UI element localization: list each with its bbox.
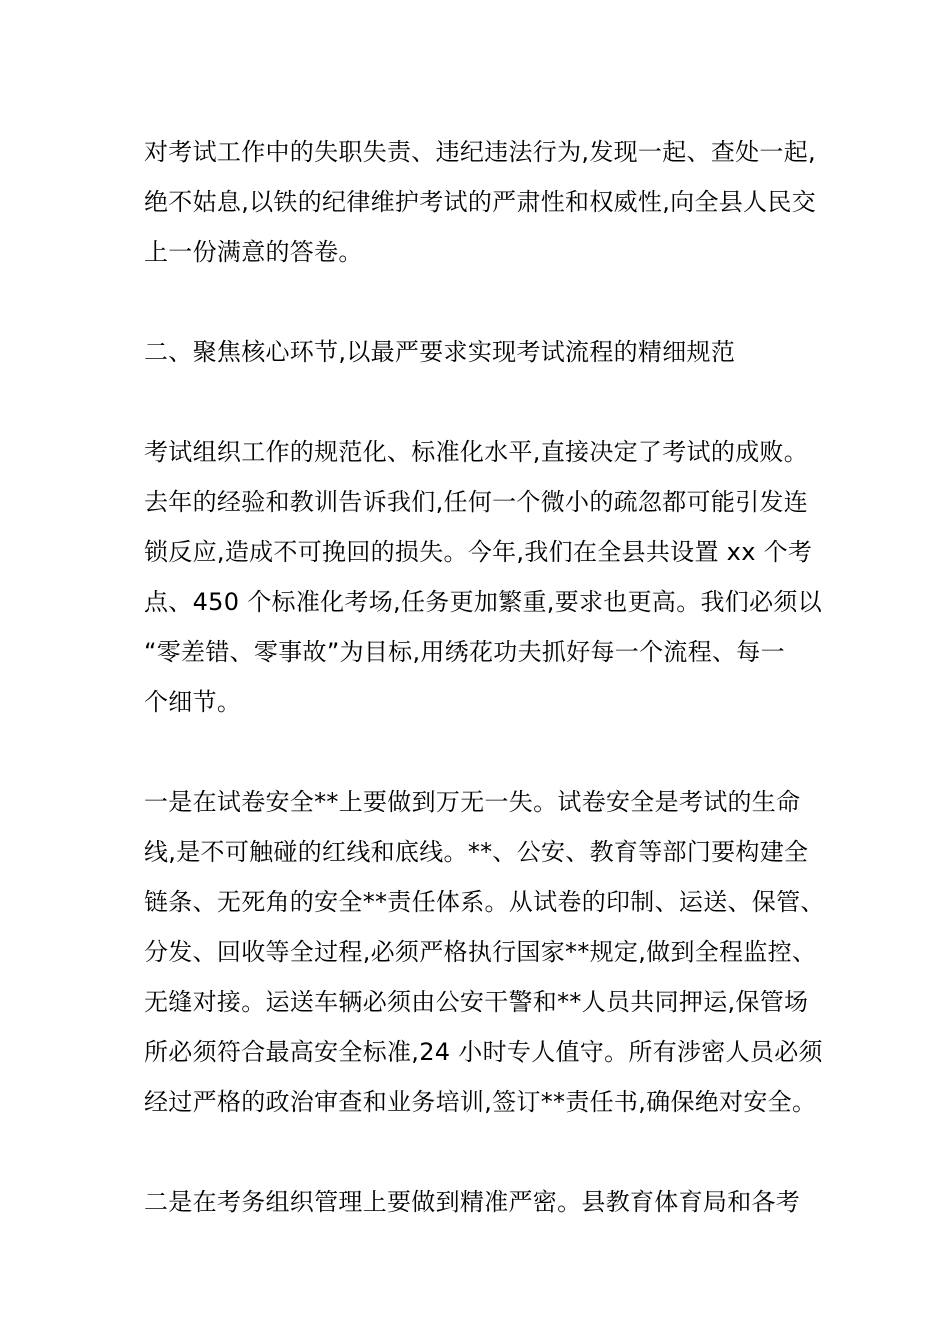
paragraph-gap: [144, 1127, 824, 1177]
text-line: 一是在试卷安全**上要做到万无一失。试卷安全是考试的生命: [144, 788, 801, 816]
paragraph-gap: [144, 377, 824, 427]
document-page: [144, 127, 824, 1227]
text-line: 锁反应,造成不可挽回的损失。今年,我们在全县共设置 xx 个考: [144, 538, 813, 566]
text-line: 去年的经验和教训告诉我们,任何一个微小的疏忽都可能引发连: [144, 488, 809, 516]
paragraph-gap: [144, 727, 824, 777]
paragraph-exam-management: [144, 1177, 824, 1227]
text-line: 个细节。: [144, 688, 242, 716]
paragraph-exam-organization: [144, 427, 824, 727]
text-line: 经过严格的政治审查和业务培训,签订**责任书,确保绝对安全。: [144, 1088, 817, 1116]
text-line: 考试组织工作的规范化、标准化水平,直接决定了考试的成败。: [144, 438, 809, 466]
section-heading-text: 二、聚焦核心环节,以最严要求实现考试流程的精细规范: [144, 338, 736, 366]
text-line: 绝不姑息,以铁的纪律维护考试的严肃性和权威性,向全县人民交: [144, 188, 816, 216]
text-line: 点、450 个标准化考场,任务更加繁重,要求也更高。我们必须以: [144, 588, 822, 616]
text-line: 链条、无死角的安全**责任体系。从试卷的印制、运送、保管、: [144, 888, 825, 916]
section-heading-2: [144, 327, 824, 377]
text-line: 上一份满意的答卷。: [144, 238, 363, 266]
paragraph-paper-security: [144, 777, 824, 1127]
text-line: “零差错、零事故”为目标,用绣花功夫抓好每一个流程、每一: [144, 638, 785, 666]
text-line: 二是在考务组织管理上要做到精准严密。县教育体育局和各考: [144, 1188, 801, 1216]
text-line: 所必须符合最高安全标准,24 小时专人值守。所有涉密人员必须: [144, 1038, 823, 1066]
text-line: 线,是不可触碰的红线和底线。**、公安、教育等部门要构建全: [144, 838, 809, 866]
paragraph-discipline-closing: [144, 127, 824, 277]
paragraph-gap: [144, 277, 824, 327]
text-line: 分发、回收等全过程,必须严格执行国家**规定,做到全程监控、: [144, 938, 817, 966]
text-line: 对考试工作中的失职失责、违纪违法行为,发现一起、查处一起,: [144, 138, 816, 166]
text-line: 无缝对接。运送车辆必须由公安干警和**人员共同押运,保管场: [144, 988, 809, 1016]
